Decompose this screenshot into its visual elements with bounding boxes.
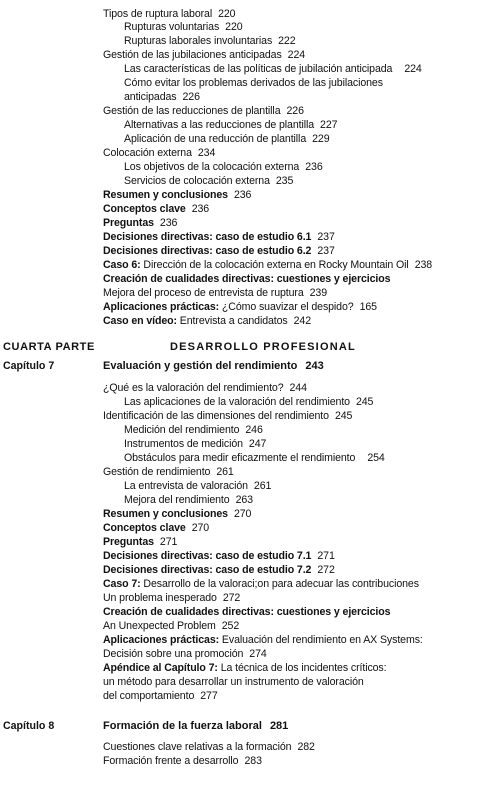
toc-entry: ¿Qué es la valoración del rendimiento? 244 [103,382,307,394]
toc-entry: Caso 6: Dirección de la colocación externa en Rocky Mountain Oil 238 [103,259,433,271]
toc-entry: Gestión de las reducciones de plantilla 226 [103,105,304,117]
toc-entry: Servicios de colocación externa 235 [124,175,294,187]
toc-entry: Tipos de ruptura laboral 220 [103,8,236,20]
toc-entry: Resumen y conclusiones 236 [103,189,252,201]
toc-entry: Decisiones directivas: caso de estudio 6.1 237 [103,231,335,243]
toc-entry: Alternativas a las reducciones de plantilla 227 [124,119,338,131]
toc-entry: Formación frente a desarrollo 283 [103,755,262,767]
part-label: CUARTA PARTE [3,341,95,353]
toc-entry: Colocación externa 234 [103,147,216,159]
toc-entry: Decisión sobre una promoción 274 [103,648,267,660]
chapter-title: Formación de la fuerza laboral 281 [103,720,289,732]
toc-entry: un método para desarrollar un instrumento de valoración [103,676,364,688]
toc-entry: Creación de cualidades directivas: cuestiones y ejercicios [103,606,391,618]
toc-entry: Las características de las políticas de jubilación anticipada 224 [124,63,422,75]
toc-entry: Decisiones directivas: caso de estudio 7.1 271 [103,550,335,562]
toc-entry: Resumen y conclusiones 270 [103,508,252,520]
chapter-label: Capítulo 8 [3,720,55,732]
toc-entry: Conceptos clave 270 [103,522,210,534]
toc-entry: An Unexpected Problem 252 [103,620,240,632]
toc-entry: Los objetivos de la colocación externa 236 [124,161,323,173]
toc-entry: Rupturas laborales involuntarias 222 [124,35,296,47]
toc-entry: La entrevista de valoración 261 [124,480,272,492]
toc-entry: Las aplicaciones de la valoración del rendimiento 245 [124,396,374,408]
toc-entry: Creación de cualidades directivas: cuestiones y ejercicios [103,273,391,285]
toc-entry: Un problema inesperado 272 [103,592,241,604]
toc-entry: Aplicaciones prácticas: ¿Cómo suavizar el despido? 165 [103,301,377,313]
toc-entry: Aplicación de una reducción de plantilla 229 [124,133,330,145]
toc-entry: Apéndice al Capítulo 7: La técnica de los incidentes críticos: [103,662,387,674]
toc-entry: Cuestiones clave relativas a la formación 282 [103,741,315,753]
part-title: DESARROLLO PROFESIONAL [170,341,356,353]
toc-entry: Obstáculos para medir eficazmente el rendimiento 254 [124,452,385,464]
toc-entry: Conceptos clave 236 [103,203,210,215]
toc-entry: Decisiones directivas: caso de estudio 6.2 237 [103,245,335,257]
toc-entry: Mejora del rendimiento 263 [124,494,253,506]
toc-entry: Identificación de las dimensiones del rendimiento 245 [103,410,353,422]
toc-entry: Preguntas 236 [103,217,178,229]
toc-entry: Cómo evitar los problemas derivados de las jubilaciones [124,77,383,89]
toc-entry: Gestión de rendimiento 261 [103,466,234,478]
toc-entry: Decisiones directivas: caso de estudio 7.2 272 [103,564,335,576]
toc-entry: Caso en vídeo: Entrevista a candidatos 242 [103,315,312,327]
toc-entry: Caso 7: Desarrollo de la valoraci;on para adecuar las contribuciones [103,578,419,590]
toc-entry: Instrumentos de medición 247 [124,438,267,450]
toc-entry: Mejora del proceso de entrevista de ruptura 239 [103,287,328,299]
toc-entry: Rupturas voluntarias 220 [124,21,243,33]
toc-entry: del comportamiento 277 [103,690,218,702]
chapter-title: Evaluación y gestión del rendimiento 243 [103,360,324,372]
toc-entry: Aplicaciones prácticas: Evaluación del rendimiento en AX Systems: [103,634,423,646]
toc-entry: Medición del rendimiento 246 [124,424,263,436]
chapter-label: Capítulo 7 [3,360,55,372]
toc-entry: Preguntas 271 [103,536,178,548]
toc-entry: Gestión de las jubilaciones anticipadas 224 [103,49,306,61]
toc-entry: anticipadas 226 [124,91,200,103]
